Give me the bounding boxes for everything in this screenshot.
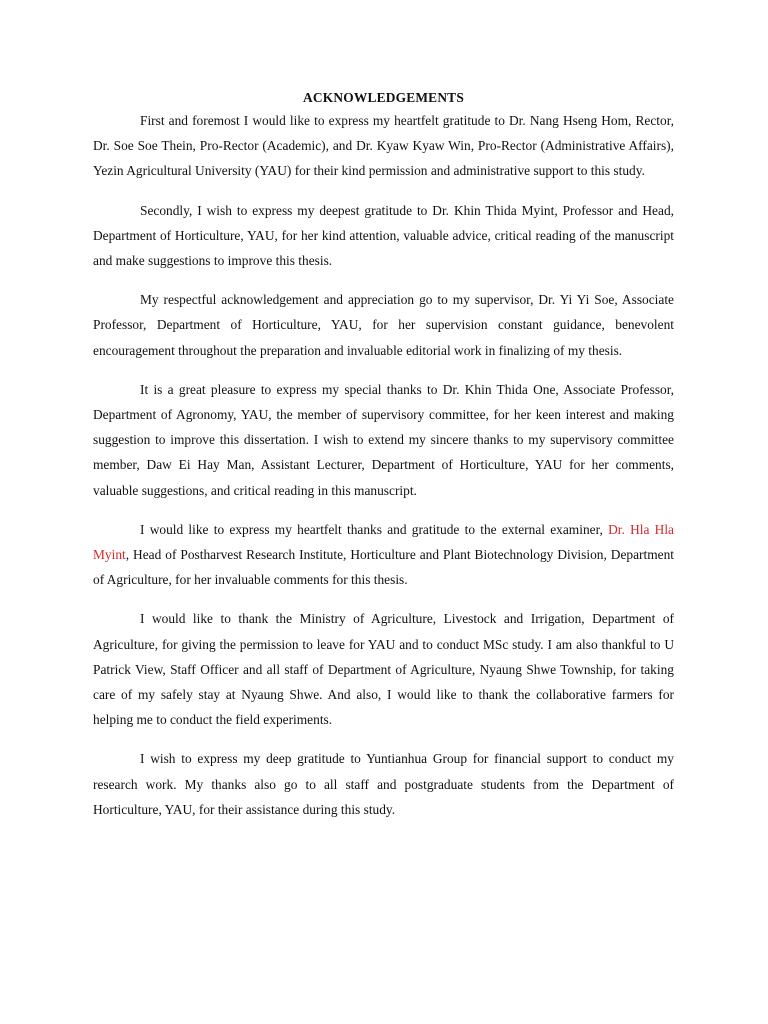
paragraph-committee-thanks: It is a great pleasure to express my special thanks to Dr. Khin Thida One, Associate Professor, Department of Agronomy, YAU, the member of supervisory committee, for her keen interest and making suggestion to improve this dissertation. I wish to extend my sincere thanks to my supervisory committee member, Daw Ei Hay Man, Assistant Lecturer, Department of Horticulture, YAU for her comments, valuable suggestions, and critical reading in this manuscript. — [93, 381, 674, 498]
examiner-text-before: I would like to express my heartfelt thanks and gratitude to the external examiner, — [140, 521, 609, 537]
paragraph-examiner-thanks — [93, 517, 674, 593]
paragraph-rector-thanks: First and foremost I would like to express my heartfelt gratitude to Dr. Nang Hseng Hom, Rector, Dr. Soe Soe Thein, Pro-Rector (Academic), and Dr. Kyaw Kyaw Win, Pro-Rector (Administrative Affairs), Yezin Agricultural University (YAU) for their kind permission and administrative support to this study. — [93, 113, 674, 179]
paragraph-funding-thanks: I wish to express my deep gratitude to Yuntianhua Group for financial support to conduct my research work. My thanks also go to all staff and postgraduate students from the Department of Horticulture, YAU, for their assistance during this study. — [93, 751, 674, 817]
paragraph-ministry-thanks: I would like to thank the Ministry of Agriculture, Livestock and Irrigation, Department of Agriculture, for giving the permission to leave for YAU and to conduct MSc study. I am also thankful to U Patrick View, Staff Officer and all staff of Department of Agriculture, Nyaung Shwe Township, for taking care of my safely stay at Nyaung Shwe. And also, I would like to thank the collaborative farmers for helping me to conduct the field experiments. — [93, 611, 674, 728]
document-title: ACKNOWLEDGEMENTS — [303, 90, 464, 105]
document-page — [93, 88, 674, 822]
examiner-name-highlight: Dr. Hla Hla Myint — [93, 521, 674, 563]
examiner-text-after: , Head of Postharvest Research Institute, Horticulture and Plant Biotechnology Division, Department of Agriculture, for her invaluable comments for this thesis. — [93, 547, 674, 588]
paragraph-head-thanks: Secondly, I wish to express my deepest gratitude to Dr. Khin Thida Myint, Professor and Head, Department of Horticulture, YAU, for her kind attention, valuable advice, critical reading of the manuscript and make suggestions to improve this thesis. — [93, 202, 674, 269]
paragraph-supervisor-thanks: My respectful acknowledgement and appreciation go to my supervisor, Dr. Yi Yi Soe, Associate Professor, Department of Horticulture, YAU, for her supervision constant guidance, benevolent encouragement throughout the preparation and invaluable editorial work in finalizing of my thesis. — [93, 292, 674, 358]
